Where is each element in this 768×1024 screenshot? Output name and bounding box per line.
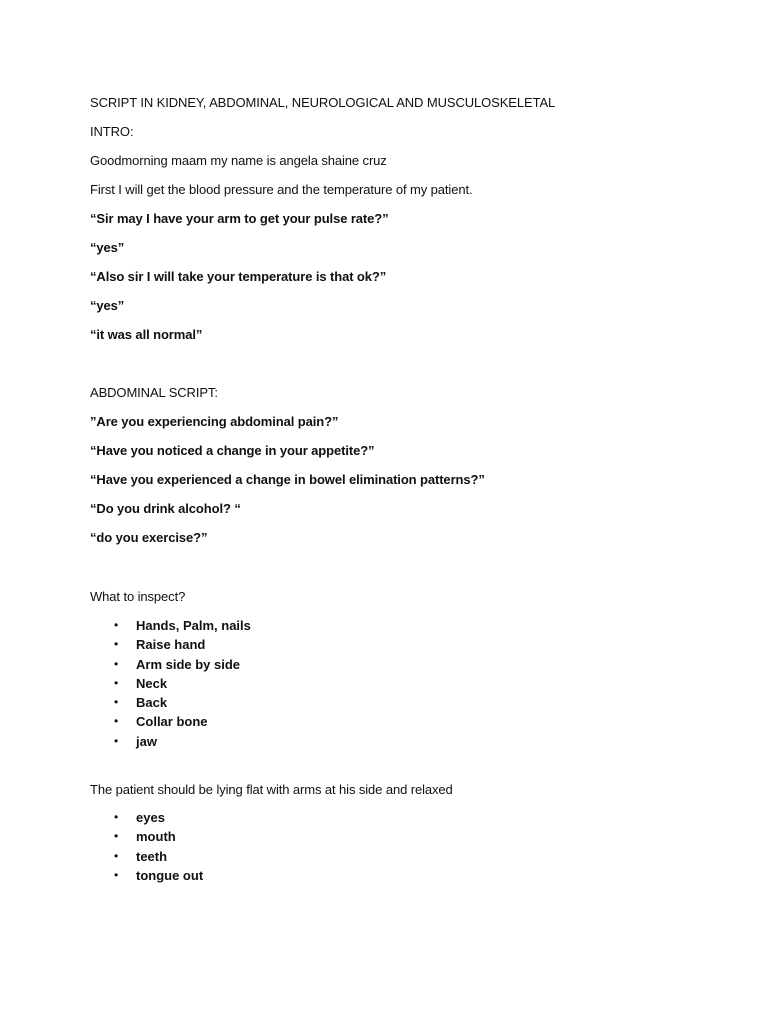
bullet-icon: • <box>114 695 119 710</box>
bullet-icon: • <box>114 675 119 690</box>
list-item-text: mouth <box>136 829 176 845</box>
list-item-text: Collar bone <box>136 714 208 730</box>
intro-line-yes-1: “yes” <box>90 240 125 255</box>
abdominal-heading: ABDOMINAL SCRIPT: <box>90 385 218 400</box>
bullet-icon: • <box>114 733 119 748</box>
abdominal-question-pain: ”Are you experiencing abdominal pain?” <box>90 414 339 429</box>
bullet-icon: • <box>114 867 119 882</box>
intro-line-greeting: Goodmorning maam my name is angela shaine cruz <box>90 153 387 168</box>
intro-line-temperature-question: “Also sir I will take your temperature is that ok?” <box>90 269 387 284</box>
list-item-text: tongue out <box>136 867 204 883</box>
abdominal-question-bowel: “Have you experienced a change in bowel elimination patterns?” <box>90 472 485 487</box>
bullet-icon: • <box>114 848 119 863</box>
bullet-icon: • <box>114 714 119 729</box>
list-item-text: Raise hand <box>136 637 206 653</box>
abdominal-question-alcohol: “Do you drink alcohol? “ <box>90 501 241 516</box>
intro-line-pulse-question: “Sir may I have your arm to get your pulse rate?” <box>90 211 389 226</box>
intro-line-normal: “it was all normal” <box>90 327 203 342</box>
list-item-text: Arm side by side <box>136 656 241 672</box>
intro-line-vitals: First I will get the blood pressure and the temperature of my patient. <box>90 182 473 197</box>
bullet-icon: • <box>114 656 119 671</box>
bullet-icon: • <box>114 829 119 844</box>
list-item-text: eyes <box>136 810 165 825</box>
inspect-heading: What to inspect? <box>90 589 186 604</box>
bullet-icon: • <box>114 637 119 652</box>
abdominal-question-appetite: “Have you noticed a change in your appetite?” <box>90 443 375 458</box>
list-item-text: teeth <box>136 848 168 864</box>
intro-line-yes-2: “yes” <box>90 298 125 313</box>
document-title: SCRIPT IN KIDNEY, ABDOMINAL, NEUROLOGICAL AND MUSCULOSKELETAL <box>90 95 556 110</box>
list-item-text: Back <box>136 695 168 711</box>
intro-heading: INTRO: <box>90 124 134 139</box>
bullet-icon: • <box>114 810 119 824</box>
abdominal-question-exercise: “do you exercise?” <box>90 530 208 545</box>
list-item-text: Hands, Palm, nails <box>136 618 251 633</box>
list-item-text: jaw <box>136 733 157 749</box>
list-item-text: Neck <box>136 675 168 691</box>
bullet-icon: • <box>114 618 119 632</box>
positioning-instruction: The patient should be lying flat with arms at his side and relaxed <box>90 782 453 797</box>
